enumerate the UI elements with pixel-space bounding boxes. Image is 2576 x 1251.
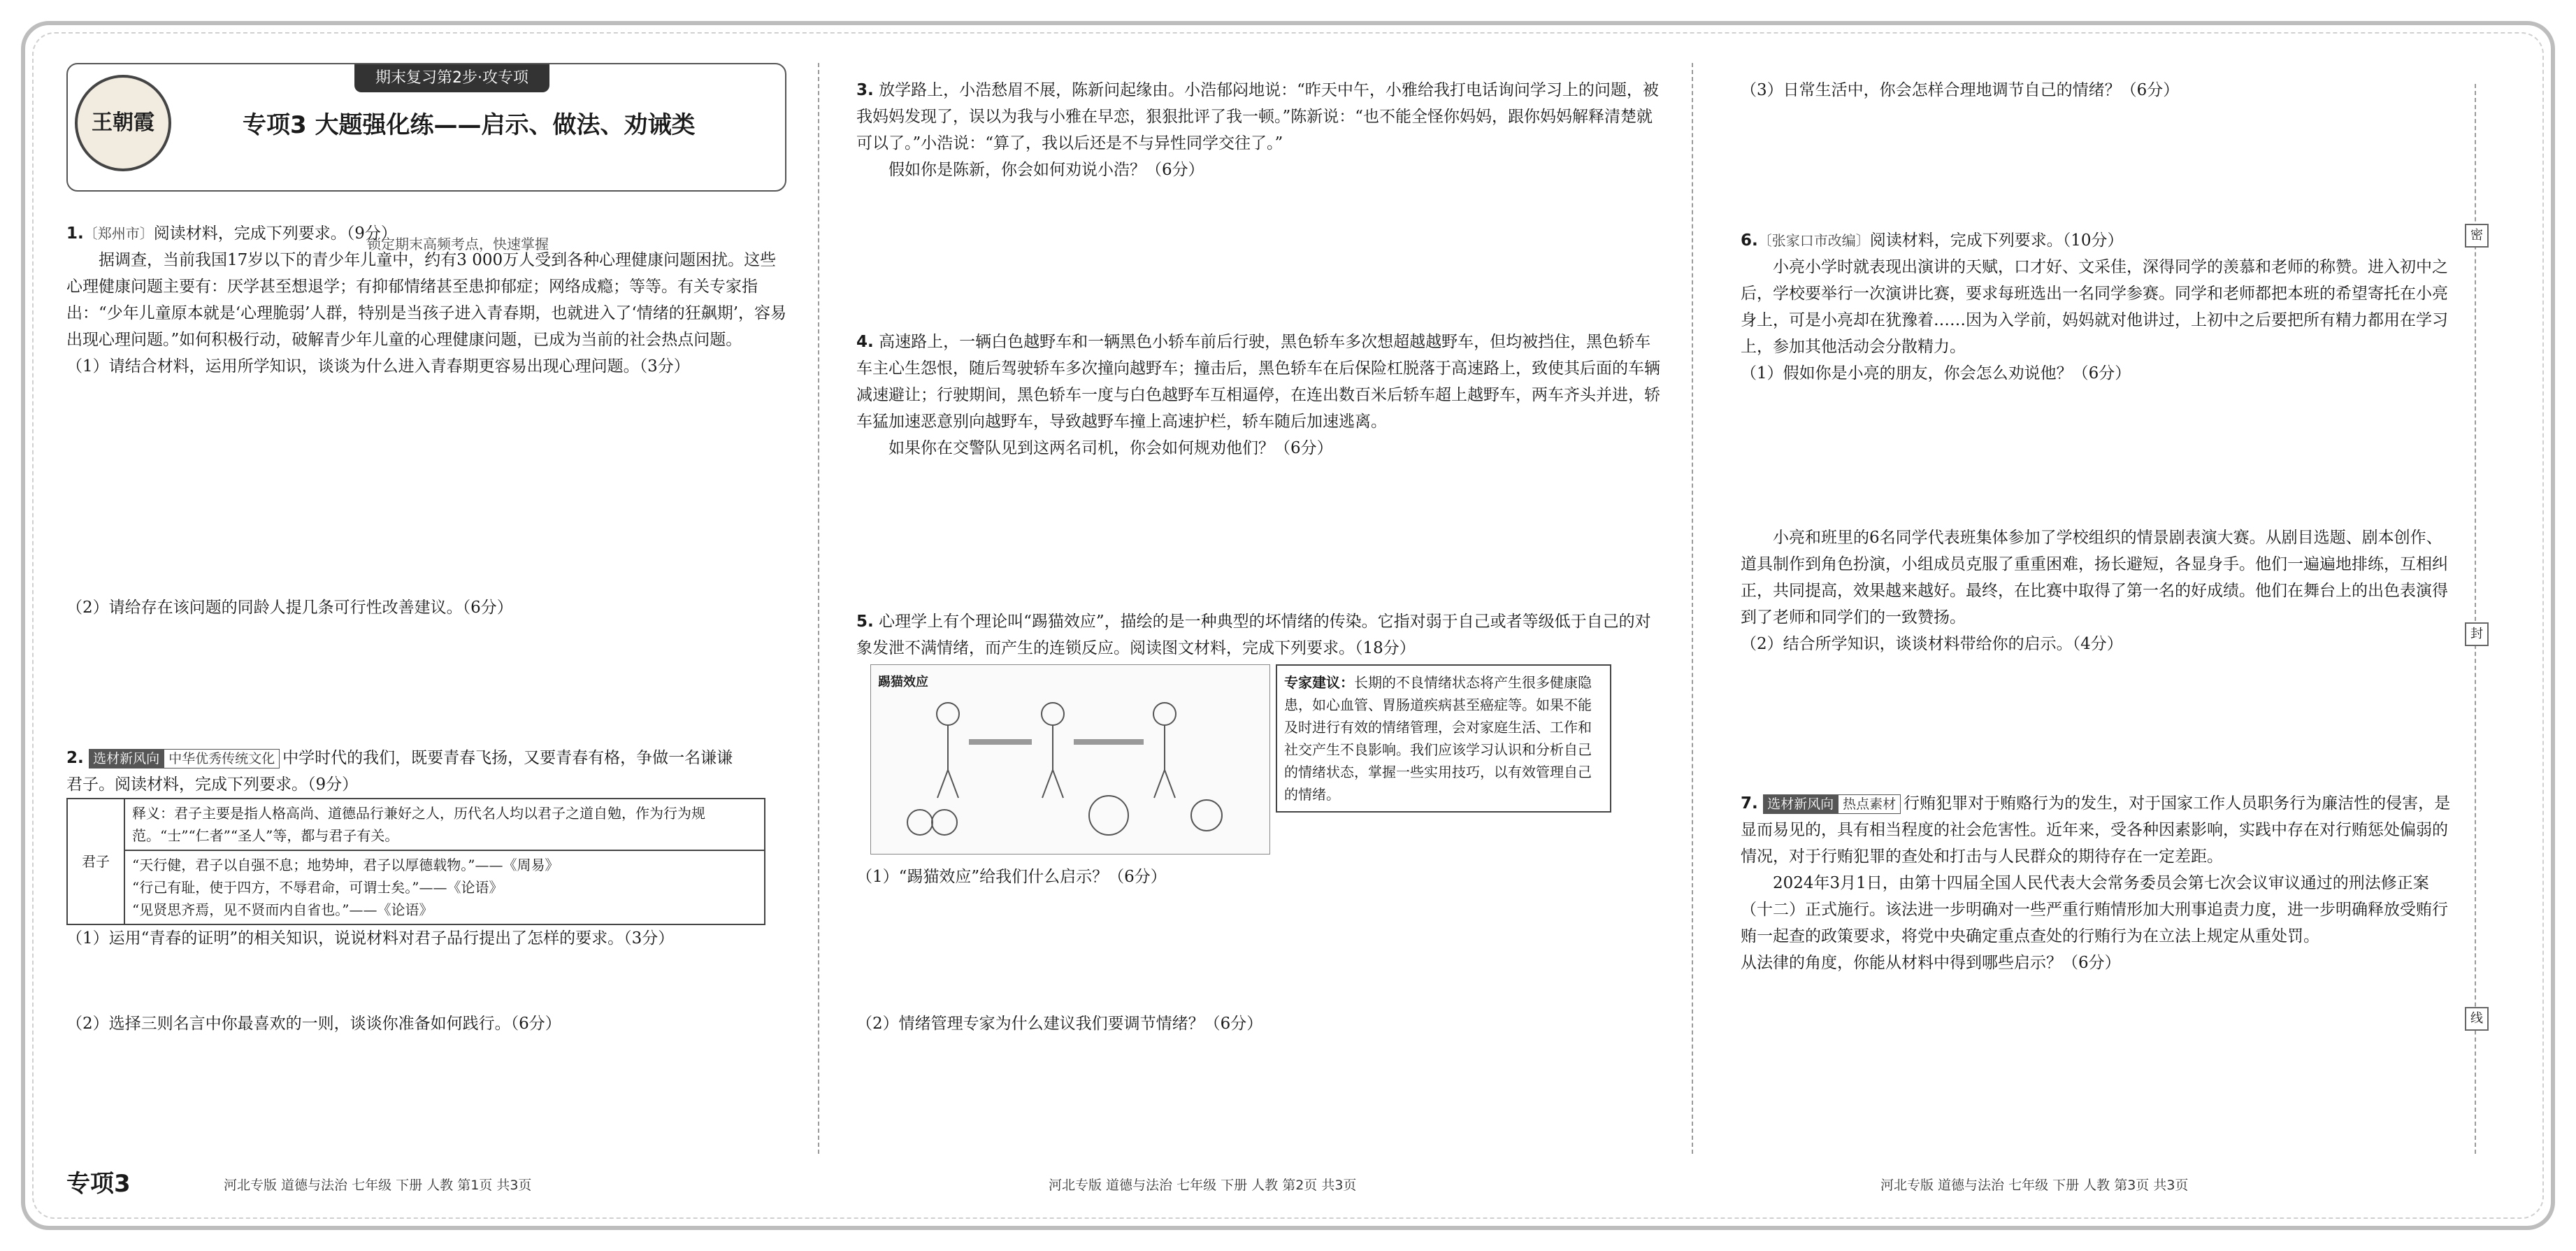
question-number: 2. bbox=[66, 749, 84, 767]
question-intro: 中学时代的我们，既要青春飞扬，又要青春有格，争做一名谦谦 bbox=[282, 749, 733, 767]
question-1-part-2 bbox=[66, 594, 786, 621]
column-divider bbox=[818, 63, 819, 1154]
figure-label: 踢猫效应 bbox=[878, 675, 928, 689]
question-intro: 阅读材料，完成下列要求。（10分） bbox=[1869, 231, 2124, 250]
footer-page-3: 河北专版 道德与法治 七年级 下册 人教 第3页 共3页 bbox=[1880, 1178, 2189, 1193]
question-5-part-2 bbox=[856, 1010, 1660, 1037]
question-source: 〔张家口市改编〕 bbox=[1757, 232, 1870, 249]
logo bbox=[75, 75, 171, 171]
logo-text: 王朝霞 bbox=[92, 110, 154, 135]
sub-question-2: （2）选择三则名言中你最喜欢的一则，谈谈你准备如何践行。（6分） bbox=[66, 1015, 561, 1033]
question-number: 7. bbox=[1741, 794, 1758, 813]
question-5-part-1 bbox=[856, 864, 1660, 890]
binding-mark: 线 bbox=[2465, 1007, 2489, 1031]
binding-mark: 密 bbox=[2465, 224, 2489, 248]
sub-question-2: （2）请给存在该问题的同龄人提几条可行性改善建议。（6分） bbox=[66, 599, 513, 617]
column-1 bbox=[66, 63, 786, 1188]
question-number: 5. bbox=[856, 613, 874, 631]
question-material: 高速路上，一辆白色越野车和一辆黑色小轿车前后行驶，黑色轿车多次想超越越野车，但均被挡住，黑色轿车车主心生怨恨，随后驾驶轿车多次撞向越野车；撞击后，黑色轿车在后保险杠脱落于高速路上，致使其后面的车辆减速避让；行驶期间，黑色轿车一度与白色越野车互相逼停，在连出数百米后轿车超上越野车，两车齐头并进，轿车猛加速恶意别向越野车，导致越野车撞上高速护栏，轿车随后加速逃离。 bbox=[856, 333, 1660, 431]
question-material: 放学路上，小浩愁眉不展，陈新问起缘由。小浩郁闷地说：“昨天中午，小雅给我打电话询问学习上的问题，被我妈妈发现了，误以为我与小雅在早恋，狠狠批评了我一顿。”陈新说：“也不能全怪你妈妈，跟你妈妈解释清楚就可以了。”小浩说：“算了，我以后还是不与异性同学交往了。” bbox=[856, 81, 1659, 152]
kick-cat-illustration bbox=[871, 665, 1269, 854]
sub-question-2: （2）结合所学知识，谈谈材料带给你的启示。（4分） bbox=[1741, 635, 2123, 653]
question-1 bbox=[66, 220, 786, 380]
question-material-2: 小亮和班里的6名同学代表班集体参加了学校组织的情景剧表演大赛。从剧目选题、剧本创作、道具制作到角色扮演，小组成员克服了重重困难，扬长避短，各显身手。他们一遍遍地排练，互相纠正，共同提高，效果越来越好。最终，在比赛中取得了第一名的好成绩。他们在舞台上的出色表演得到了老师和同学们的一致赞扬。 bbox=[1741, 529, 2448, 627]
question-material-2: 2024年3月1日，由第十四届全国人民代表大会常务委员会第七次会议审议通过的刑法修正案（十二）正式施行。该法进一步明确对一些严重行贿情形加大刑事追责力度，进一步明确释放受贿行贿一起查的政策要求，将党中央确定重点查处的行贿行为在立法上规定从重处罚。 bbox=[1741, 874, 2448, 945]
sub-question-2: （2）情绪管理专家为什么建议我们要调节情绪？（6分） bbox=[856, 1015, 1263, 1033]
page-title: 专项3 大题强化练——启示、做法、劝诫类 bbox=[243, 111, 696, 139]
sub-question-1: （1）假如你是小亮的朋友，你会怎么劝说他？（6分） bbox=[1741, 364, 2131, 383]
question-material: 据调查，当前我国17岁以下的青少年儿童中，约有3 000万人受到各种心理健康问题困扰。这些心理健康问题主要有：厌学甚至想退学；有抑郁情绪甚至患抑郁症；网络成瘾；等等。有关专家指出：“少年儿童原本就是‘心理脆弱’人群，特别是当孩子进入青春期，也就进入了‘情绪的狂飙期’，容易出现心理问题。”如何积极行动，破解青少年儿童的心理健康问题，已成为当前的社会热点问题。 bbox=[66, 251, 787, 349]
question-intro: 心理学上有个理论叫“踢猫效应”，描绘的是一种典型的坏情绪的传染。它指对弱于自己或者等级低于自己的对象发泄不满情绪，而产生的连锁反应。阅读图文材料，完成下列要求。（18分） bbox=[856, 613, 1651, 657]
question-ask: 假如你是陈新，你会如何劝说小浩？（6分） bbox=[888, 161, 1204, 179]
tag-new-trend: 选材新风向 bbox=[89, 749, 164, 769]
sub-question-3: （3）日常生活中，你会怎样合理地调节自己的情绪？（6分） bbox=[1741, 81, 2180, 99]
table-row-quotes bbox=[124, 850, 765, 924]
question-3 bbox=[856, 77, 1660, 183]
question-7 bbox=[1741, 790, 2454, 976]
question-number: 1. bbox=[66, 224, 84, 243]
kick-cat-figure bbox=[870, 664, 1270, 855]
question-4 bbox=[856, 329, 1660, 462]
tag-topic: 热点素材 bbox=[1838, 794, 1901, 814]
table-head: 君子 bbox=[67, 799, 124, 924]
question-6-part-2 bbox=[1741, 524, 2454, 657]
column-divider bbox=[1692, 63, 1693, 1154]
question-material-1: 行贿犯罪对于贿赂行为的发生，对于国家工作人员职务行为廉洁性的侵害，是显而易见的，具有相当程度的社会危害性。近年来，受各种因素影响，实践中存在对行贿惩处偏弱的情况，对于行贿犯罪的查处和打击与人民群众的期待存在一定差距。 bbox=[1741, 794, 2451, 866]
question-number: 3. bbox=[856, 81, 874, 99]
question-2-part-2 bbox=[66, 1010, 786, 1037]
question-number: 6. bbox=[1741, 231, 1758, 250]
question-5 bbox=[856, 608, 1660, 662]
sub-question-1: （1）运用“青春的证明”的相关知识，说说材料对君子品行提出了怎样的要求。（3分） bbox=[66, 929, 675, 948]
tag-new-trend: 选材新风向 bbox=[1763, 794, 1838, 814]
sub-question-1: （1）“踢猫效应”给我们什么启示？（6分） bbox=[856, 868, 1167, 886]
table-row-definition: 释义：君子主要是指人格高尚、道德品行兼好之人，历代名人均以君子之道自勉，作为行为规范。“士”“仁者”“圣人”等，都与君子有关。 bbox=[124, 799, 765, 850]
footer-page-2: 河北专版 道德与法治 七年级 下册 人教 第2页 共3页 bbox=[1049, 1178, 1357, 1193]
question-intro: 阅读材料，完成下列要求。（9分） bbox=[153, 224, 397, 243]
question-ask: 如果你在交警队见到这两名司机，你会如何规劝他们？（6分） bbox=[888, 439, 1333, 457]
tag-topic: 中华优秀传统文化 bbox=[164, 749, 280, 769]
footer-page-1: 河北专版 道德与法治 七年级 下册 人教 第1页 共3页 bbox=[224, 1178, 532, 1193]
question-5-part-3 bbox=[1741, 77, 2454, 103]
question-ask: 从法律的角度，你能从材料中得到哪些启示？（6分） bbox=[1741, 954, 2121, 972]
binding-mark: 封 bbox=[2465, 622, 2489, 646]
question-number: 4. bbox=[856, 333, 874, 351]
question-material-1: 小亮小学时就表现出演讲的天赋，口才好、文采佳，深得同学的羡慕和老师的称赞。进入初中之后，学校要举行一次演讲比赛，要求每班选出一名同学参赛。同学和老师都把本班的希望寄托在小亮身上，可是小亮却在犹豫着……因为入学前，妈妈就对他讲过，上初中之后要把所有精力都用在学习上，参加其他活动会分散精力。 bbox=[1741, 258, 2448, 356]
quote-1: “天行健，君子以自强不息；地势坤，君子以厚德载物。”——《周易》 bbox=[132, 857, 559, 873]
question-intro-cont: 君子。阅读材料，完成下列要求。（9分） bbox=[66, 775, 359, 794]
quote-3: “见贤思齐焉，见不贤而内自省也。”——《论语》 bbox=[132, 901, 433, 918]
footer-section-mark: 专项3 bbox=[66, 1170, 131, 1198]
quote-table bbox=[66, 798, 765, 925]
question-2 bbox=[66, 745, 786, 952]
question-6 bbox=[1741, 227, 2454, 387]
expert-text: 长期的不良情绪状态将产生很多健康隐患，如心血管、胃肠道疾病甚至癌症等。如果不能及时进行有效的情绪管理，会对家庭生活、工作和社交产生不良影响。我们应该学习认识和分析自己的情绪状态，掌握一些实用技巧，以有效管理自己的情绪。 bbox=[1284, 674, 1592, 803]
slogan: 锁定期末高频考点，快速掌握 bbox=[367, 236, 549, 252]
column-2 bbox=[856, 63, 1660, 1188]
sub-question-1: （1）请结合材料，运用所学知识，谈谈为什么进入青春期更容易出现心理问题。（3分） bbox=[66, 357, 690, 376]
expert-advice-box bbox=[1276, 664, 1611, 813]
quote-2: “行己有耻，使于四方，不辱君命，可谓士矣。”——《论语》 bbox=[132, 879, 503, 896]
question-source: 〔郑州市〕 bbox=[83, 225, 154, 242]
column-3 bbox=[1741, 63, 2454, 1188]
expert-title: 专家建议： bbox=[1284, 674, 1354, 691]
header-box bbox=[66, 63, 786, 192]
review-tag: 期末复习第2步·攻专项 bbox=[354, 64, 549, 92]
